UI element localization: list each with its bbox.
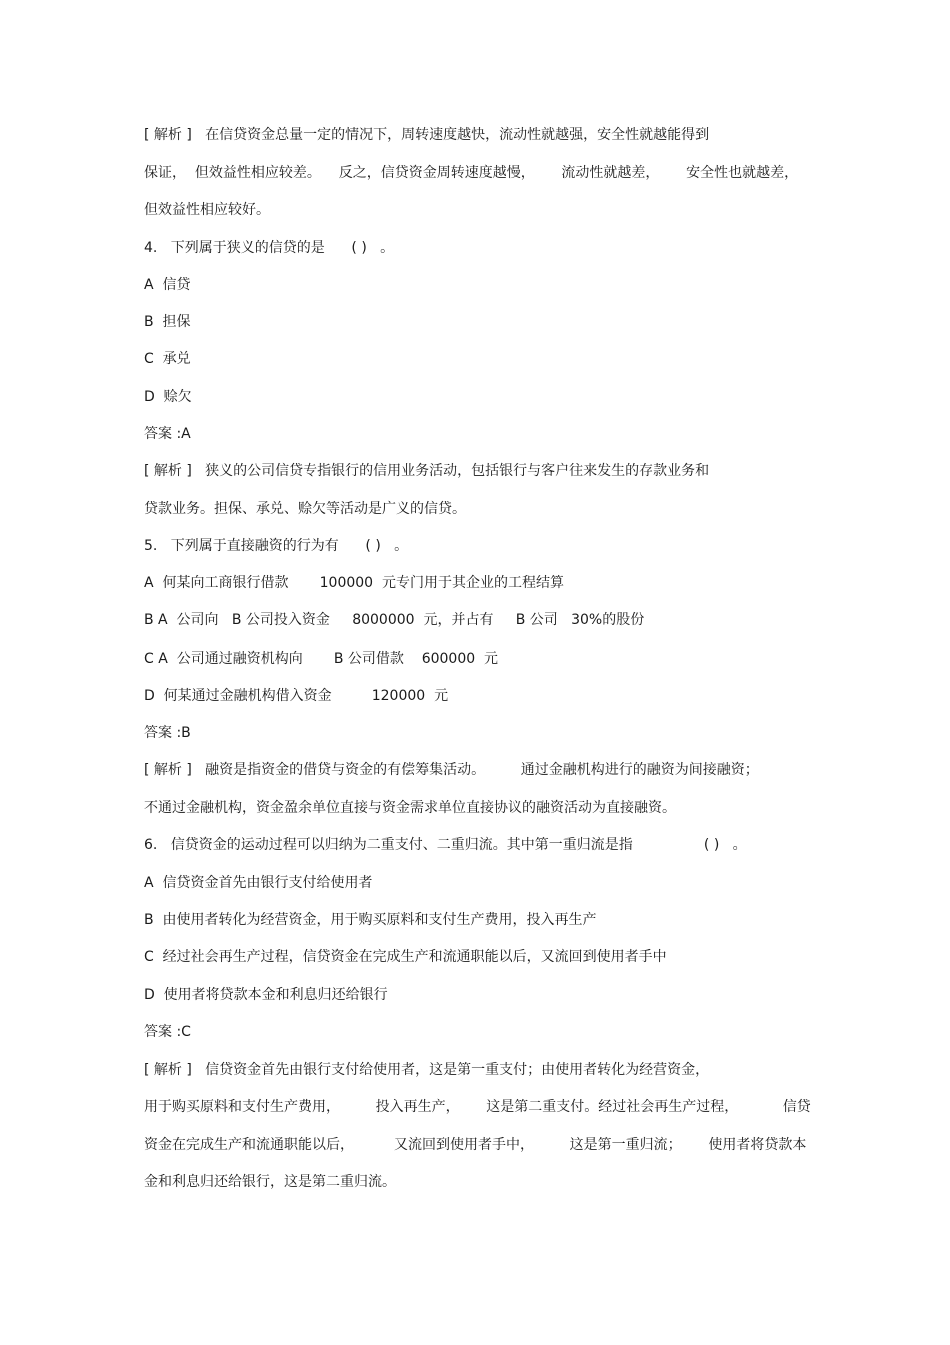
q5-option-a: A 何某向工商银行借款 100000 元专门用于其企业的工程结算 — [144, 575, 564, 591]
analysis-q6-line-1: [ 解析 ] 信贷资金首先由银行支付给使用者，这是第一重支付；由使用者转化为经营资金， — [144, 1062, 710, 1078]
analysis-q6-line-4: 金和利息归还给银行，这是第二重归流。 — [144, 1174, 396, 1190]
question-4: 4. 下列属于狭义的信贷的是 ( ) 。 — [144, 240, 395, 256]
q6-option-c: C 经过社会再生产过程，信贷资金在完成生产和流通职能以后，又流回到使用者手中 — [144, 949, 667, 965]
analysis-q5-line-2: 不通过金融机构，资金盈余单位直接与资金需求单位直接协议的融资活动为直接融资。 — [144, 800, 676, 816]
analysis-q3-line-2: 保证， 但效益性相应较差。 反之，信贷资金周转速度越慢， 流动性就越差， 安全性也就越差， — [144, 165, 799, 181]
question-5: 5. 下列属于直接融资的行为有 ( ) 。 — [144, 538, 409, 554]
q6-option-d: D 使用者将贷款本金和利息归还给银行 — [144, 987, 388, 1003]
question-6: 6. 信贷资金的运动过程可以归纳为二重支付、二重归流。其中第一重归流是指 ( ) 。 — [144, 837, 747, 853]
q4-answer: 答案 :A — [144, 426, 191, 442]
q4-option-a: A 信贷 — [144, 277, 191, 293]
q4-option-b: B 担保 — [144, 314, 191, 330]
analysis-q3-line-1: [ 解析 ] 在信贷资金总量一定的情况下，周转速度越快，流动性就越强，安全性就越能得到 — [144, 127, 710, 143]
analysis-q4-line-1: [ 解析 ] 狭义的公司信贷专指银行的信用业务活动，包括银行与客户往来发生的存款业务和 — [144, 463, 710, 479]
q5-option-d: D 何某通过金融机构借入资金 120000 元 — [144, 688, 449, 704]
analysis-q5-line-1: [ 解析 ] 融资是指资金的借贷与资金的有偿筹集活动。 通过金融机构进行的融资为间接融资； — [144, 762, 759, 778]
q4-option-c: C 承兑 — [144, 351, 191, 367]
analysis-q3-line-3: 但效益性相应较好。 — [144, 202, 270, 218]
analysis-q4-line-2: 贷款业务。担保、承兑、赊欠等活动是广义的信贷。 — [144, 501, 466, 517]
q5-option-b: B A 公司向 B 公司投入资金 8000000 元，并占有 B 公司 30%的股份 — [144, 612, 645, 628]
analysis-q6-line-3: 资金在完成生产和流通职能以后， 又流回到使用者手中， 这是第一重归流； 使用者将贷款本 — [144, 1137, 807, 1153]
q4-option-d: D 赊欠 — [144, 389, 192, 405]
q5-answer: 答案 :B — [144, 725, 191, 741]
q6-option-b: B 由使用者转化为经营资金，用于购买原料和支付生产费用，投入再生产 — [144, 912, 597, 928]
q6-answer: 答案 :C — [144, 1024, 191, 1040]
q6-option-a: A 信贷资金首先由银行支付给使用者 — [144, 875, 373, 891]
q5-option-c: C A 公司通过融资机构向 B 公司借款 600000 元 — [144, 651, 499, 667]
analysis-q6-line-2: 用于购买原料和支付生产费用， 投入再生产， 这是第二重支付。经过社会再生产过程， 信贷 — [144, 1099, 811, 1115]
